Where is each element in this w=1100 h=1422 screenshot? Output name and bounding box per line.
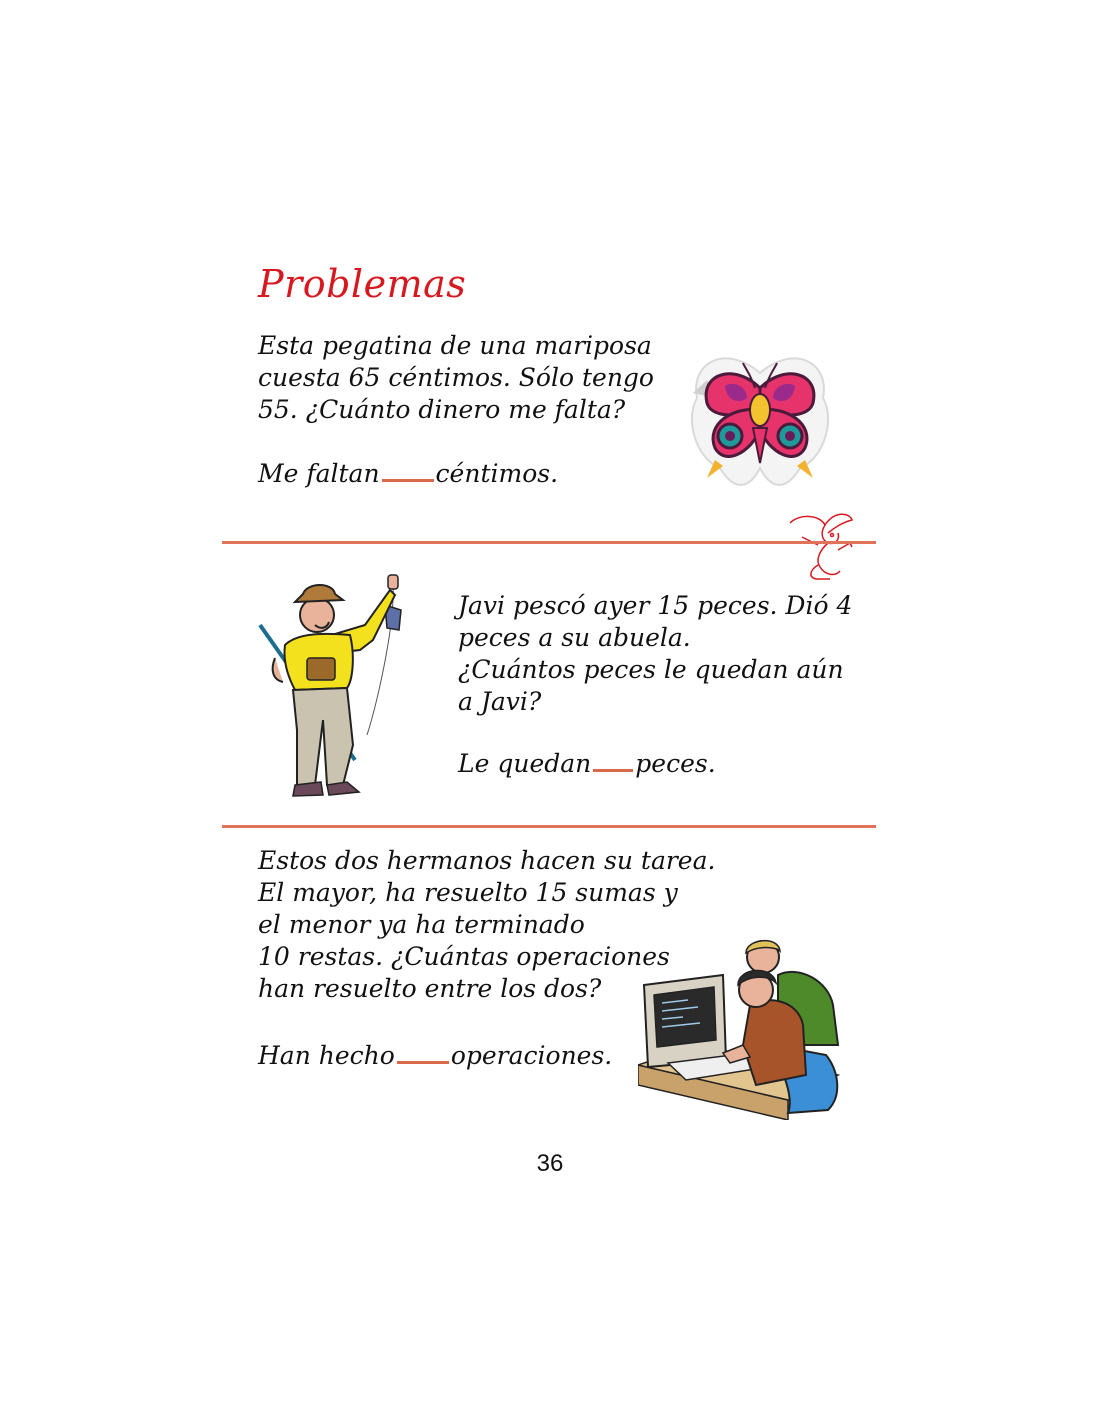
answer-blank[interactable]: [382, 461, 434, 482]
butterfly-sticker-illustration: [685, 348, 835, 498]
problem-3-line: Estos dos hermanos hacen su tarea.: [258, 846, 716, 875]
problem-1-text: [258, 330, 654, 426]
problem-1-line: Esta pegatina de una mariposa: [258, 331, 652, 360]
problem-3-line: han resuelto entre los dos?: [258, 974, 602, 1003]
fisherman-illustration: [255, 570, 405, 805]
answer-blank[interactable]: [593, 751, 633, 772]
answer-suffix: céntimos.: [435, 459, 559, 488]
rabbit-illustration: [780, 505, 860, 585]
problem-2-line: a Javi?: [458, 687, 542, 716]
problem-2-line: ¿Cuántos peces le quedan aún: [458, 655, 844, 684]
answer-suffix: peces.: [635, 749, 716, 778]
problem-3-answer: [258, 1040, 612, 1072]
answer-prefix: Me faltan: [258, 459, 380, 488]
problem-1-line: cuesta 65 céntimos. Sólo tengo: [258, 363, 654, 392]
page-title: Problemas: [258, 262, 467, 306]
problem-2-answer: [458, 748, 716, 780]
answer-blank[interactable]: [397, 1043, 449, 1064]
page-number: 36: [536, 1150, 564, 1177]
problem-2-text: [458, 590, 852, 718]
computer-kids-illustration: [638, 935, 843, 1120]
problem-3-line: 10 restas. ¿Cuántas operaciones: [258, 942, 670, 971]
problem-1-line: 55. ¿Cuánto dinero me falta?: [258, 395, 626, 424]
answer-suffix: operaciones.: [450, 1041, 613, 1070]
section-divider: [222, 541, 876, 544]
problem-2-line: peces a su abuela.: [458, 623, 691, 652]
problem-1-answer: [258, 458, 558, 490]
problem-3-line: el menor ya ha terminado: [258, 910, 585, 939]
problem-2-line: Javi pescó ayer 15 peces. Dió 4: [458, 591, 853, 620]
section-divider: [222, 825, 876, 828]
answer-prefix: Han hecho: [258, 1041, 395, 1070]
problem-3-line: El mayor, ha resuelto 15 sumas y: [258, 878, 678, 907]
answer-prefix: Le quedan: [458, 749, 592, 778]
